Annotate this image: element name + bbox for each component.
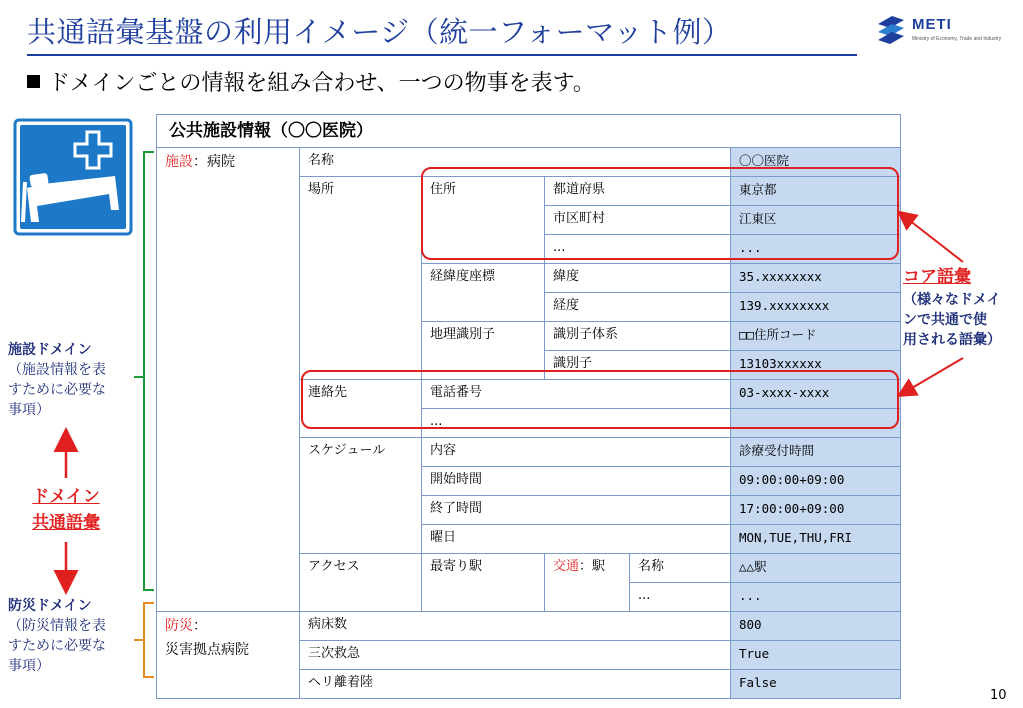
addr-more-value: ... xyxy=(731,235,901,264)
table-header: 公共施設情報（〇〇医院） xyxy=(157,115,901,148)
domain-common-vocab-label: ドメイン 共通語彙 xyxy=(32,487,100,533)
disaster-domain-label: 防災ドメイン （防災情報を表 すために必要な 事項） xyxy=(8,598,106,674)
logo-text: METI xyxy=(912,16,952,33)
phone-value: 03-xxxx-xxxx xyxy=(731,380,901,409)
page-number: 10 xyxy=(990,688,1007,703)
latlon-label: 経緯度座標 xyxy=(422,264,545,322)
start-label: 開始時間 xyxy=(422,467,731,496)
tertiary-label: 三次救急 xyxy=(300,641,731,670)
id-value: 13103xxxxxx xyxy=(731,351,901,380)
core-vocab-label: コア語彙 xyxy=(903,267,971,287)
heli-value: False xyxy=(731,670,901,699)
row-name-value: 〇〇医院 xyxy=(731,148,901,177)
geoid-label: 地理識別子 xyxy=(422,322,545,380)
city-value: 江東区 xyxy=(731,206,901,235)
address-label: 住所 xyxy=(422,177,545,264)
day-value: MON,TUE,THU,FRI xyxy=(731,525,901,554)
facility-bracket xyxy=(144,152,154,590)
start-value: 09:00:00+09:00 xyxy=(731,467,901,496)
schedule-label: スケジュール xyxy=(300,438,422,554)
day-label: 曜日 xyxy=(422,525,731,554)
city-label: 市区町村 xyxy=(545,206,731,235)
st-more-value: ... xyxy=(731,583,901,612)
phone-label: 電話番号 xyxy=(422,380,731,409)
access-label: アクセス xyxy=(300,554,422,612)
pref-label: 都道府県 xyxy=(545,177,731,206)
idsys-value: □□住所コード xyxy=(731,322,901,351)
bullet-text: ドメインごとの情報を組み合わせ、一つの物事を表す。 xyxy=(48,71,595,96)
heli-label: ヘリ離着陸 xyxy=(300,670,731,699)
st-more-label: ... xyxy=(630,583,731,612)
row-name-label: 名称 xyxy=(300,148,731,177)
st-name-label: 名称 xyxy=(630,554,731,583)
content-label: 内容 xyxy=(422,438,731,467)
end-value: 17:00:00+09:00 xyxy=(731,496,901,525)
beds-label: 病床数 xyxy=(300,612,731,641)
core-arrow-bottom xyxy=(900,358,963,395)
st-name-value: △△駅 xyxy=(731,554,901,583)
core-vocab-desc: （様々なドメイ ンで共通で使 用される語彙） xyxy=(903,292,1001,348)
place-label: 場所 xyxy=(300,177,422,380)
facility-domain-label: 施設ドメイン （施設情報を表 すために必要な 事項） xyxy=(8,342,106,418)
content-value: 診療受付時間 xyxy=(731,438,901,467)
id-label: 識別子 xyxy=(545,351,731,380)
contact-label: 連絡先 xyxy=(300,380,422,438)
tertiary-value: True xyxy=(731,641,901,670)
lat-value: 35.xxxxxxxx xyxy=(731,264,901,293)
addr-more-label: ... xyxy=(545,235,731,264)
beds-value: 800 xyxy=(731,612,901,641)
lon-label: 経度 xyxy=(545,293,731,322)
transport-label: 交通：駅 xyxy=(545,554,630,612)
lat-label: 緯度 xyxy=(545,264,731,293)
pref-value: 東京都 xyxy=(731,177,901,206)
idsys-label: 識別子体系 xyxy=(545,322,731,351)
disaster-category: 防災： 災害拠点病院 xyxy=(157,612,300,699)
station-label: 最寄り駅 xyxy=(422,554,545,612)
lon-value: 139.xxxxxxxx xyxy=(731,293,901,322)
facility-category: 施設：病院 xyxy=(157,148,300,612)
contact-more-label: ... xyxy=(422,409,731,438)
core-arrow-top xyxy=(900,213,963,262)
page-title: 共通語彙基盤の利用イメージ（統一フォーマット例） xyxy=(27,15,732,49)
disaster-bracket xyxy=(144,603,154,677)
logo-subtitle: Ministry of Economy, Trade and Industry xyxy=(912,36,1002,42)
end-label: 終了時間 xyxy=(422,496,731,525)
